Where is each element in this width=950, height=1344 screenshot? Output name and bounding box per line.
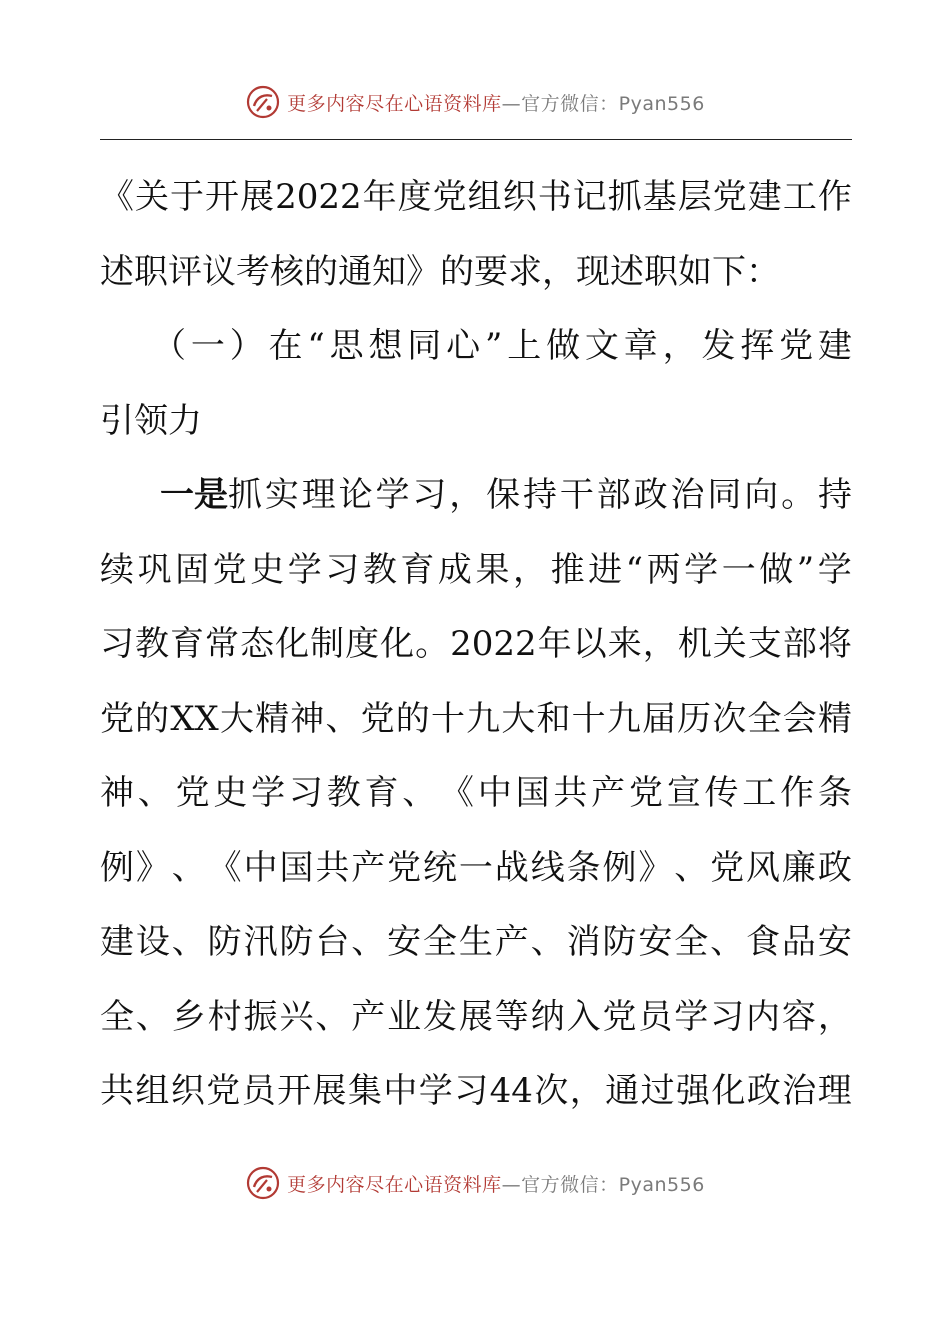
brand-logo-icon <box>245 1165 281 1201</box>
banner-text <box>287 89 705 116</box>
text-line: 续 巩 固 党 史 学 习 教 育 成 果 ， 推 进 “ 两 学 一 做 ” 学 <box>100 549 852 590</box>
banner-dash: — <box>501 92 522 115</box>
document-body <box>100 168 852 1137</box>
section-heading-line: 引 领 力 <box>100 400 202 441</box>
header-divider <box>100 139 852 140</box>
banner-text <box>287 1170 705 1197</box>
banner-site-name: 更多内容尽在心语资料库 <box>287 1173 502 1196</box>
footer-banner <box>0 1163 950 1203</box>
text-line: 建 设 、 防 汛 防 台 、 安 全 生 产 、 消 防 安 全 、 食 品 安 <box>100 922 852 962</box>
text-line: 《 关 于 开 展 2022 年 度 党 组 织 书 记 抓 基 层 党 建 工 作 <box>100 177 852 217</box>
header-banner <box>0 82 950 122</box>
text-line: 例 》 、 《 中 国 共 产 党 统 一 战 线 条 例 》 、 党 风 廉 政 <box>100 847 852 888</box>
brand-logo-icon <box>245 84 281 120</box>
banner-dash: — <box>501 1173 522 1196</box>
text-line: 共 组 织 党 员 开 展 集 中 学 习 44 次 ， 通 过 强 化 政 治 理 <box>100 1071 852 1111</box>
lead-bold-label: 一是 <box>160 475 228 515</box>
text-line: 述 职 评 议 考 核 的 通 知 》 的 要 求 ， 现 述 职 如 下 ： <box>100 251 780 292</box>
section-heading-line: （ 一 ） 在 “ 思 想 同 心 ” 上 做 文 章 ， 发 挥 党 建 <box>152 326 852 366</box>
text-line: 习 教 育 常 态 化 制 度 化 。 2022 年 以 来 ， 机 关 支 部 将 <box>100 624 852 664</box>
banner-site-name: 更多内容尽在心语资料库 <box>287 92 502 115</box>
text-line-rest: 抓 实 理 论 学 习 ， 保 持 干 部 政 治 同 向 。 持 <box>228 475 852 515</box>
text-line <box>100 466 852 541</box>
text-line: 党 的 XX 大 精 神 、 党 的 十 九 大 和 十 九 届 历 次 全 会 精 <box>100 698 852 739</box>
banner-contact: 官方微信：Pyan556 <box>521 1173 705 1196</box>
text-line: 全 、 乡 村 振 兴 、 产 业 发 展 等 纳 入 党 员 学 习 内 容 ， <box>100 996 852 1037</box>
banner-contact: 官方微信：Pyan556 <box>521 92 705 115</box>
text-line: 神 、 党 史 学 习 教 育 、 《 中 国 共 产 党 宣 传 工 作 条 <box>100 773 852 813</box>
